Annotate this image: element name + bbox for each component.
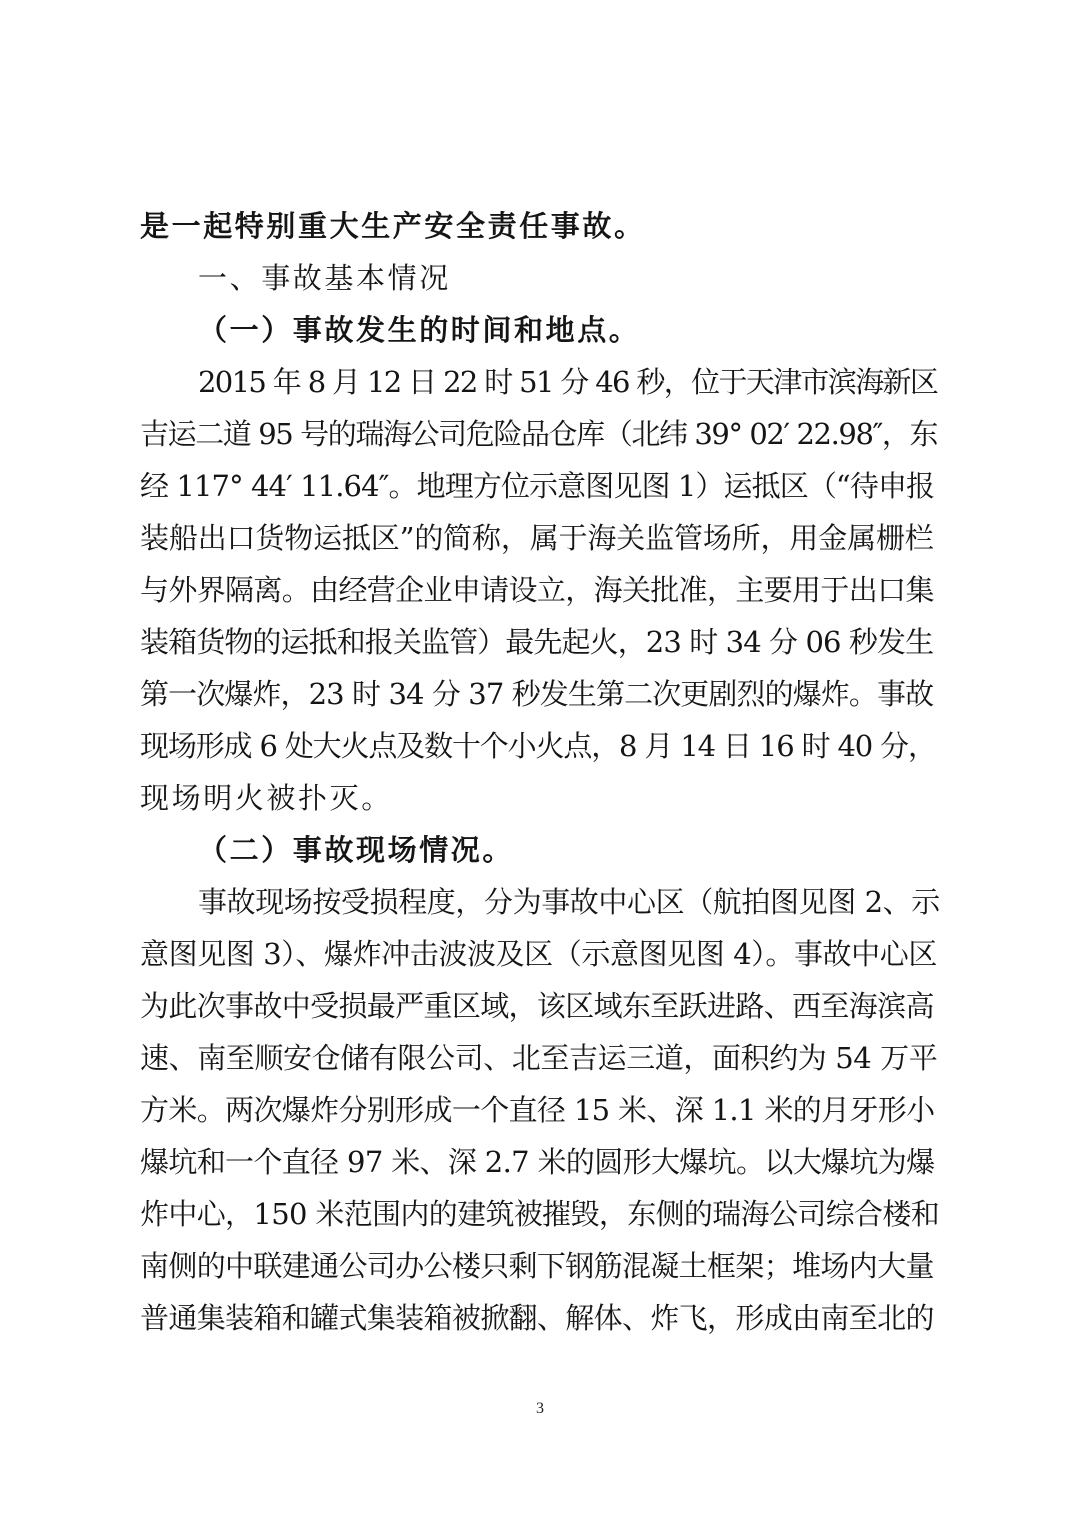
text-line: 是一起特别重大生产安全责任事故。 <box>140 209 646 243</box>
paragraph-line: 第一次爆炸，23 时 34 分 37 秒发生第二次更剧烈的爆炸。事故 <box>140 677 934 711</box>
document-body <box>140 200 940 1344</box>
paragraph-line: 吉运二道 95 号的瑞海公司危险品仓库（北纬 39° 02′ 22.98″，东 <box>140 417 938 451</box>
paragraph-line: 经 117° 44′ 11.64″。地理方位示意图见图 1）运抵区（“待申报 <box>140 469 935 503</box>
paragraph-line: 装船出口货物运抵区”的简称，属于海关监管场所，用金属栅栏 <box>140 521 934 555</box>
subsection-heading: （二）事故现场情况。 <box>198 833 515 867</box>
paragraph-line: 意图见图 3）、爆炸冲击波波及区（示意图见图 4）。事故中心区 <box>140 937 937 971</box>
paragraph-line: 装箱货物的运抵和报关监管）最先起火，23 时 34 分 06 秒发生 <box>140 625 934 659</box>
paragraph-line: 普通集装箱和罐式集装箱被掀翻、解体、炸飞，形成由南至北的 <box>140 1301 934 1335</box>
paragraph-line: 爆坑和一个直径 97 米、深 2.7 米的圆形大爆坑。以大爆坑为爆 <box>140 1145 935 1179</box>
paragraph-line: 为此次事故中受损最严重区域，该区域东至跃进路、西至海滨高 <box>140 989 934 1023</box>
page-number: 3 <box>536 1400 544 1417</box>
paragraph-line: 现场明火被扑灭。 <box>140 781 393 815</box>
paragraph-line: 与外界隔离。由经营企业申请设立，海关批准，主要用于出口集 <box>140 573 934 607</box>
paragraph-line: 速、南至顺安仓储有限公司、北至吉运三道，面积约为 54 万平 <box>140 1041 938 1075</box>
paragraph-line: 现场形成 6 处大火点及数十个小火点，8 月 14 日 16 时 40 分， <box>140 729 936 763</box>
paragraph-line: 炸中心，150 米范围内的建筑被摧毁，东侧的瑞海公司综合楼和 <box>140 1197 940 1231</box>
section-heading: 一、事故基本情况 <box>198 261 451 295</box>
subsection-heading: （一）事故发生的时间和地点。 <box>198 313 641 347</box>
paragraph-line: 2015 年 8 月 12 日 22 时 51 分 46 秒，位于天津市滨海新区 <box>198 365 938 399</box>
paragraph-line: 南侧的中联建通公司办公楼只剩下钢筋混凝土框架；堆场内大量 <box>140 1249 934 1283</box>
paragraph-line: 事故现场按受损程度，分为事故中心区（航拍图见图 2、示 <box>198 885 940 919</box>
paragraph-line: 方米。两次爆炸分别形成一个直径 15 米、深 1.1 米的月牙形小 <box>140 1093 935 1127</box>
